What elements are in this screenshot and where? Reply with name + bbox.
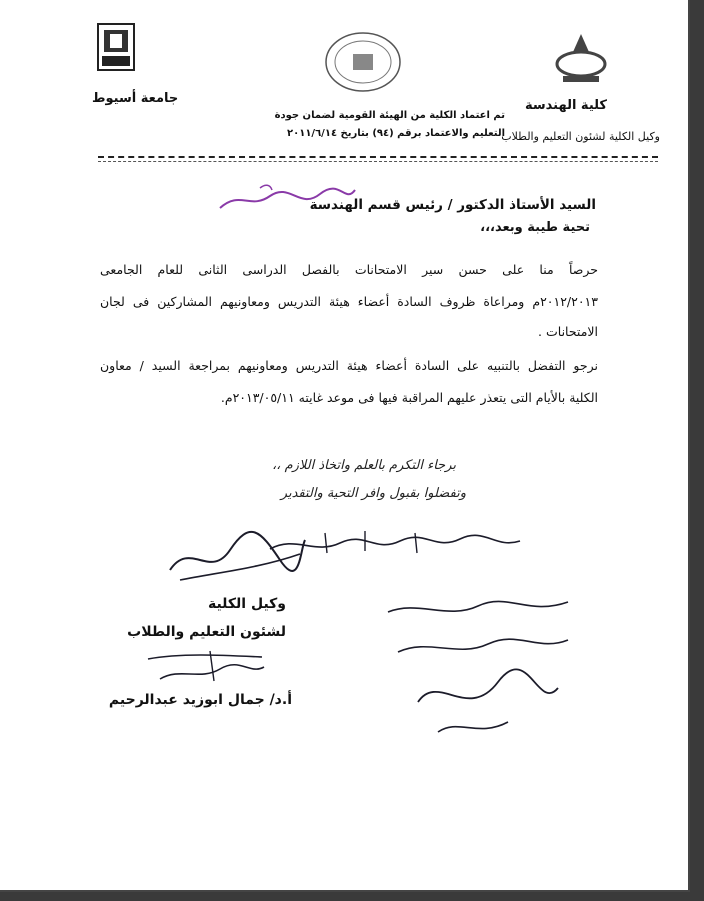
handwritten-department-name [210, 180, 360, 220]
scan-edge-bottom [0, 892, 704, 901]
paragraph-1-line-1: حرصاً منا على حسن سير الامتحانات بالفصل الدراسى الثانى للعام الجامعى [100, 262, 598, 277]
accreditation-line-2: التعليم والاعتماد برقم (٩٤) بتاريخ ٢٠١١/٦/١٤ [287, 128, 505, 139]
header-divider-secondary [98, 161, 658, 162]
signature-title-line-1: وكيل الكلية [207, 596, 286, 612]
vice-dean-signature [160, 520, 310, 590]
paragraph-2-line-2: الكلية بالأيام التى يتعذر عليهم المراقبة فيها فى موعد غايته ٢٠١٣/٠٥/١١م. [220, 390, 598, 405]
header-divider [98, 156, 658, 158]
greeting-line: تحية طيبة وبعد،،، [480, 220, 590, 235]
accreditation-line-1: تم اعتماد الكلية من الهيئة القومية لضمان جودة [274, 110, 505, 121]
addressee-line: السيد الأستاذ الدكتور / رئيس قسم الهندسة [309, 197, 596, 213]
assiut-university-logo [96, 22, 136, 72]
handwritten-side-note [378, 592, 578, 742]
scan-edge-right [690, 0, 704, 901]
closing-request: برجاء التكرم بالعلم واتخاذ اللازم ،، [272, 458, 456, 473]
accreditation-seal [323, 30, 403, 94]
faculty-logo [553, 30, 609, 90]
paragraph-1-line-3: الامتحانات . [538, 324, 598, 339]
signature-title-line-2: لشئون التعليم والطلاب [127, 624, 286, 640]
handwritten-date [140, 645, 270, 685]
closing-regards: وتفضلوا بقبول وافر التحية والتقدير [280, 486, 466, 501]
university-name: جامعة أسيوط [92, 91, 179, 106]
vice-dean-header: وكيل الكلية لشئون التعليم والطلاب [501, 130, 660, 143]
paragraph-2-line-1: نرجو التفضل بالتنبيه على السادة أعضاء هيئة التدريس ومعاونيهم بمراجعة السيد / معاون [100, 358, 598, 373]
paragraph-1-line-2: ٢٠١٢/٢٠١٣م ومراعاة ظروف السادة أعضاء هيئة التدريس ومعاونيهم المشاركين فى لجان [100, 294, 598, 309]
faculty-name: كلية الهندسة [525, 98, 607, 113]
signatory-name: أ.د/ جمال ابوزيد عبدالرحيم [108, 692, 292, 708]
